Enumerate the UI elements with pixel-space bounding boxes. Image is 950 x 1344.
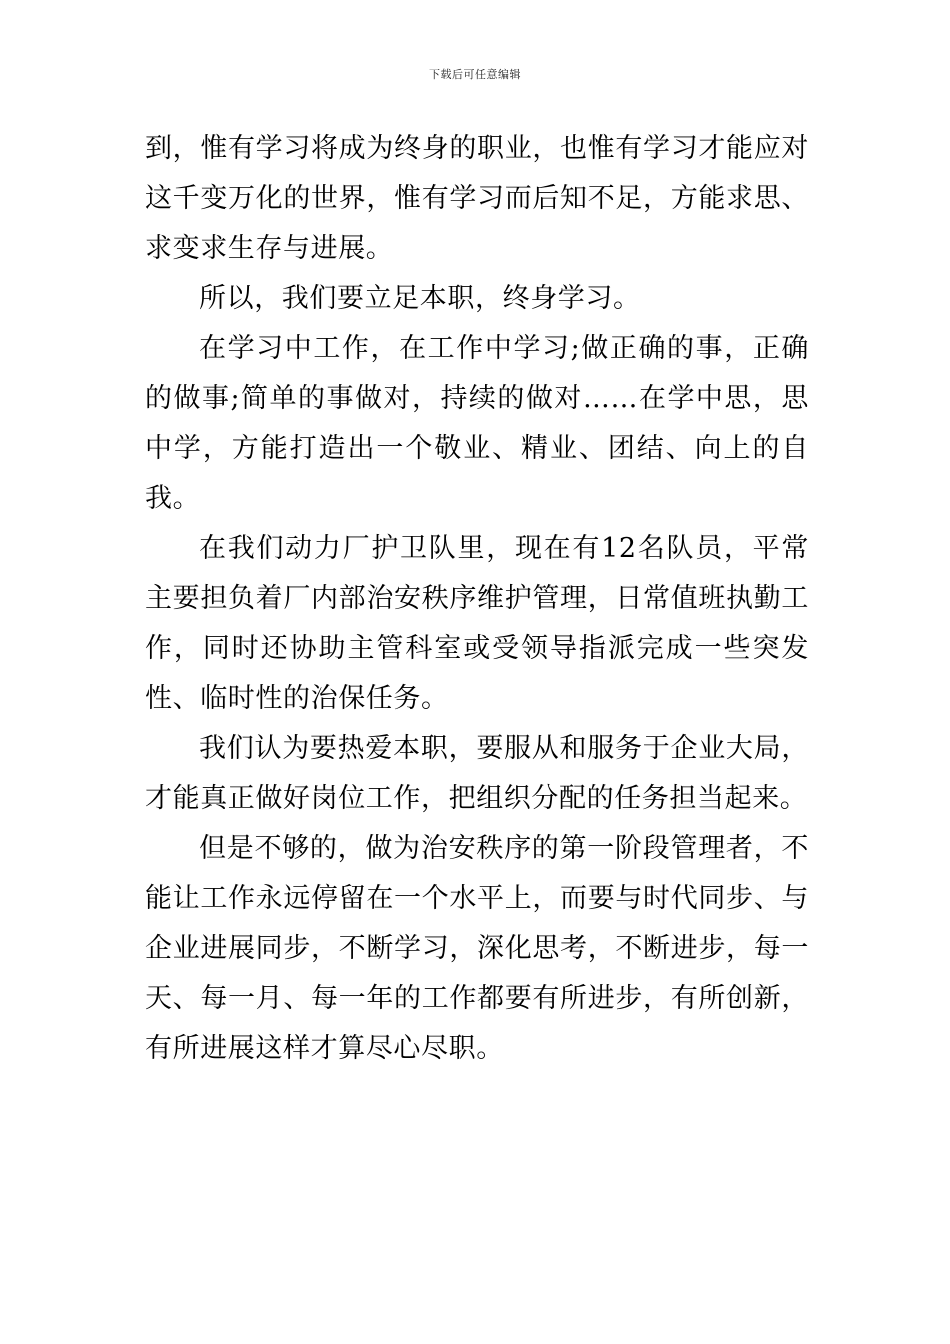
page-header-note: 下载后可任意编辑: [429, 68, 521, 81]
paragraph-2: 所以，我们要立足本职，终身学习。: [199, 283, 641, 314]
paragraph-6: 但是不够的，做为治安秩序的第一阶段管理者，不能让工作永远停留在一个水平上，而要与时代同步、与企业进展同步，不断学习，深化思考，不断进步，每一天、每一月、每一年的工作都要有所进步，有所创新，有所进展这样才算尽心尽职。: [145, 833, 809, 1064]
document-body: [145, 124, 809, 1074]
paragraph-3: 在学习中工作，在工作中学习;做正确的事，正确的做事;简单的事做对，持续的做对……在学中思，思中学，方能打造出一个敬业、精业、团结、向上的自我。: [145, 333, 809, 514]
paragraph-4: 在我们动力厂护卫队里，现在有12名队员，平常主要担负着厂内部治安秩序维护管理，日常值班执勤工作，同时还协助主管科室或受领导指派完成一些突发性、临时性的治保任务。: [145, 533, 809, 714]
paragraph-1: 到，惟有学习将成为终身的职业，也惟有学习才能应对这千变万化的世界，惟有学习而后知不足，方能求思、求变求生存与进展。: [145, 133, 809, 264]
paragraph-5: 我们认为要热爱本职，要服从和服务于企业大局，才能真正做好岗位工作，把组织分配的任务担当起来。: [145, 733, 809, 814]
